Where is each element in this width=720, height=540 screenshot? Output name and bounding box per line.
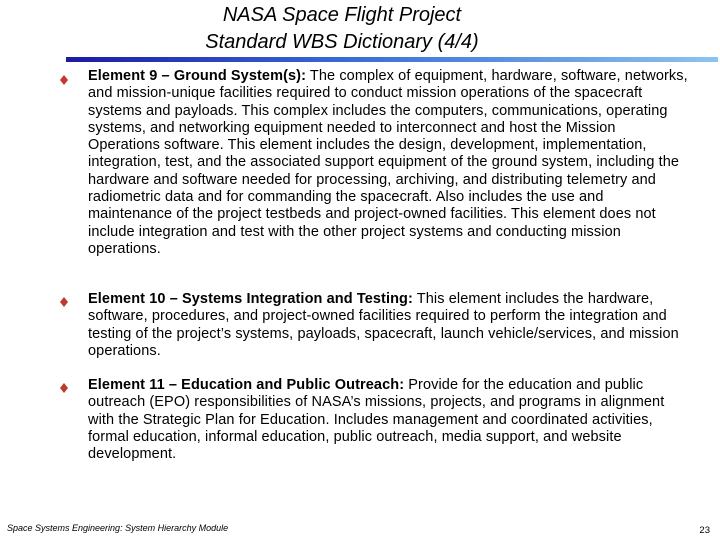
diamond-bullet-icon [60,383,68,393]
element-11-heading: Element 11 – Education and Public Outreach: [88,377,405,393]
element-10-heading: Element 10 – Systems Integration and Testing: [88,291,413,307]
element-10-body: This element includes the hardware, software, procedures, and project-owned facilities required to perform the integration and testing of the project’s systems, payloads, spacecraft, launch vehicle/services, and mission operations. [88,291,679,359]
page-number: 23 [699,525,710,536]
diamond-bullet-icon [60,75,68,85]
footer-module-name: Space Systems Engineering: System Hierarchy Module [7,523,229,533]
title-line-2: Standard WBS Dictionary (4/4) [205,31,479,53]
diamond-bullet-icon [60,297,68,307]
title-line-1: NASA Space Flight Project [222,4,462,26]
slide-title [0,2,684,56]
element-9-body: The complex of equipment, hardware, software, networks, and mission-unique facilities required to conduct mission operations of the spacecraft systems and payloads. This complex includes the computers, communications, operating systems, and networking equipment needed to interconnect and host the Mission Operations software. This element includes the design, development, implementation, integration, test, and the associated support equipment of the ground system, including the hardware and software needed for processing, archiving, and distributing telemetry and radiometric data and for commanding the spacecraft. Also includes the use and maintenance of the project testbeds and project-owned facilities. This element does not include integration and test with the other project systems and conducting mission operations. [88,68,688,257]
element-11-body: Provide for the education and public outreach (EPO) responsibilities of NASA’s missions, projects, and programs in alignment with the Strategic Plan for Education. Includes management and coordinated activities, formal education, informal education, public outreach, media support, and website development. [88,377,665,463]
element-9-heading: Element 9 – Ground System(s): [88,68,307,84]
element-11-paragraph [88,377,688,463]
element-9-paragraph [88,68,688,258]
title-divider [66,57,718,62]
element-10-paragraph [88,291,688,360]
